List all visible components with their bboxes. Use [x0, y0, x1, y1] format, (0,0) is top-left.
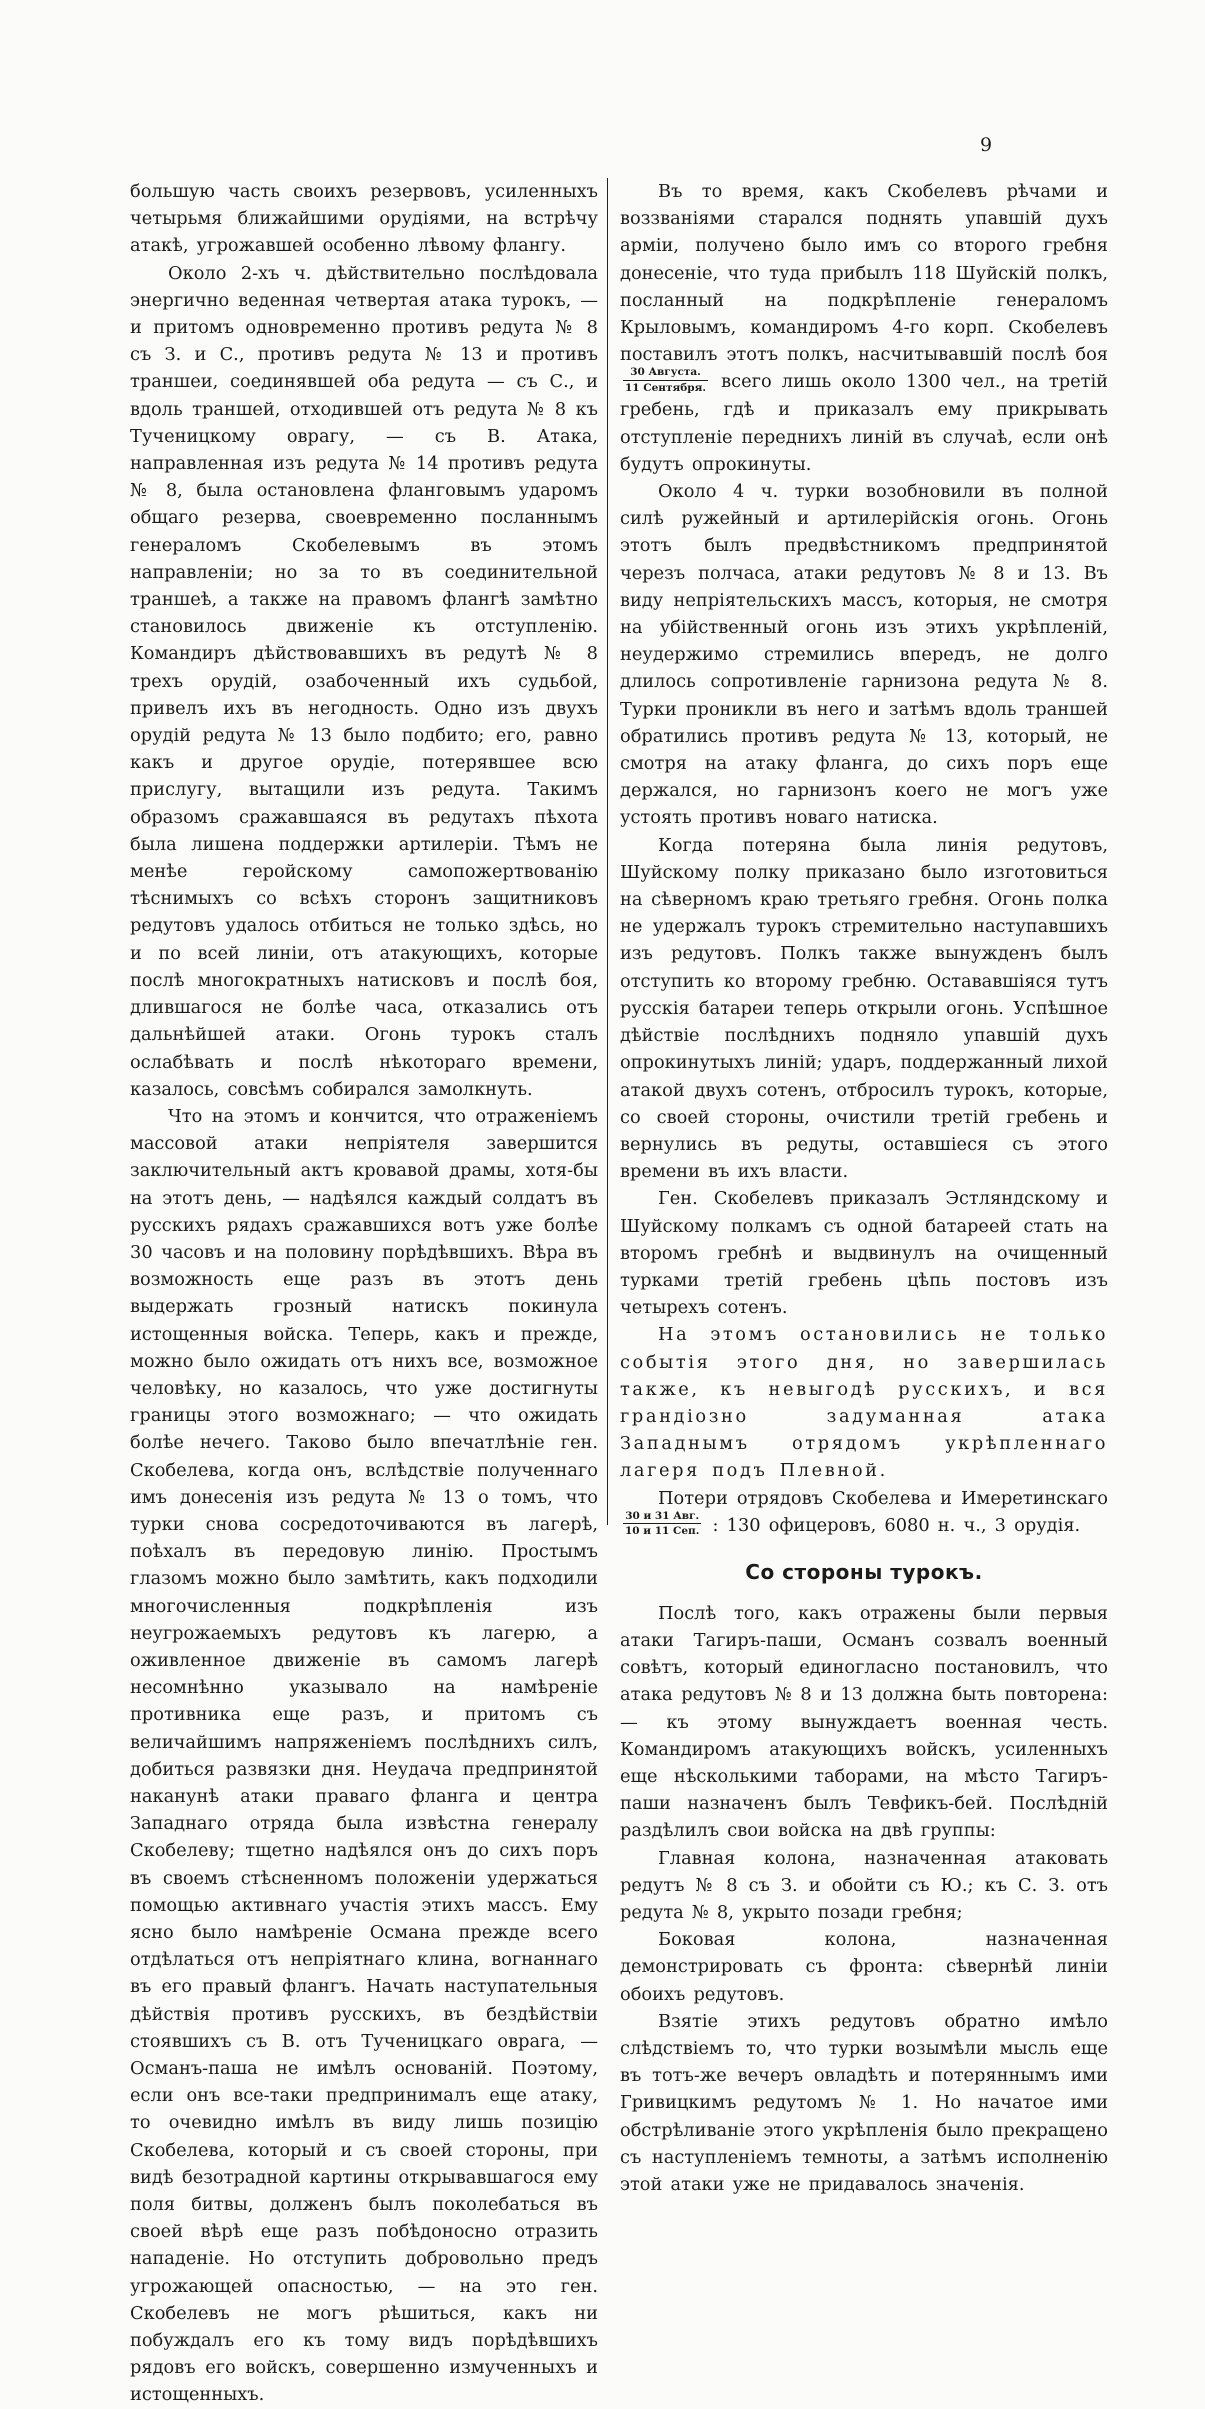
paragraph: Ген. Скобелевъ приказалъ Эстляндскому и Шуйскому полкамъ съ одной батареей стать на второмъ гребнѣ и выдвинулъ на очищенный турками третій гребень цѣпь постовъ изъ четырехъ сотенъ.	[620, 1188, 1108, 1319]
date-fraction	[623, 366, 708, 394]
paragraph: Потери отрядовъ Скобелева и Имеретинскаго $\frac{\text{30 и 31 Авг.}}{\text{10 и 11 Сеп.}}$ : 130 офицеровъ, 6080 н. ч., 3 орудія.	[625, 1487, 1108, 1538]
right-column	[620, 178, 1108, 2198]
paragraph: Около 4 ч. турки возобновили въ полной силѣ ружейный и артилерійскія огонь. Огонь этотъ былъ предвѣстникомъ предпринятой черезъ полчаса, атаки редутовъ № 8 и 13. Въ виду непріятельскихъ массъ, которыя, не смотря на убійственный огонь изъ этихъ укрѣпленій, неудержимо стремились впередъ, не долго длилось сопротивленіе гарнизона редута № 8. Турки проникли въ него и затѣмъ вдоль траншей обратились противъ редута № 13, который, не смотря на атаку фланга, до сихъ поръ еще держался, но гарнизонъ коего не могъ уже устоять противъ новаго натиска.	[620, 481, 1108, 829]
paragraph: Главная колона, назначенная атаковать редутъ № 8 съ З. и обойти съ Ю.; къ С. З. отъ редута № 8, укрыто позади гребня;	[620, 1847, 1108, 1923]
section-heading: Со стороны турокъ.	[745, 1559, 983, 1584]
text-columns	[130, 178, 1108, 2409]
fraction-denominator: 10 и 11 Сеп.	[625, 1525, 700, 1538]
date-fraction	[623, 1510, 701, 1538]
paragraph: Когда потеряна была линія редутовъ, Шуйскому полку приказано было изготовиться на сѣверномъ краю третьяго гребня. Огонь полка не удержалъ турокъ стремительно наступавшихъ изъ редутовъ. Полкъ также вынужденъ былъ отступить ко второму гребню. Остававшіяся тутъ русскія батареи теперь открыли огонь. Успѣшное дѣйствіе послѣднихъ подняло упавшій духъ опрокинутыхъ линій; ударъ, поддержанный лихой атакой двухъ сотенъ, отбросилъ турокъ, которые, со своей стороны, очистили третій гребень и вернулись въ редуты, оставшіеся съ этого времени въ ихъ власти.	[620, 834, 1108, 1183]
paragraph: большую часть своихъ резервовъ, усиленныхъ четырьмя ближайшими орудіями, на встрѣчу атакѣ, угрожавшей особенно лѣвому флангу.	[130, 181, 598, 257]
column-divider-rule	[607, 178, 608, 1525]
fraction-numerator: 30 и 31 Авг.	[623, 1510, 701, 1525]
fraction-numerator: 30 Августа.	[623, 366, 708, 381]
left-column	[130, 178, 598, 2409]
paragraph: Боковая колона, назначенная демонстрировать съ фронта: сѣвернѣй линіи обоихъ редутовъ.	[620, 1929, 1108, 2005]
page-number: 9	[980, 134, 993, 156]
paragraph: Около 2-хъ ч. дѣйствительно послѣдовала энергично веденная четвертая атака турокъ, — и притомъ одновременно противъ редута № 8 съ З. и С., противъ редута № 13 и противъ траншеи, соединявшей оба редута — съ С., и вдоль траншей, отходившей отъ редута № 8 къ Тученицкому оврагу, — съ В. Атака, направленная изъ редута № 14 противъ редута № 8, была остановлена фланговымъ ударомъ общаго резерва, своевременно посланнымъ генераломъ Скобелевымъ въ этомъ направленіи; но за то въ соединительной траншеѣ, а также на правомъ флангѣ замѣтно становилось движеніе къ отступленію. Командиръ дѣйствовавшихъ въ редутѣ № 8 трехъ орудій, озабоченный ихъ судьбой, привелъ ихъ въ негодность. Одно изъ двухъ орудій редута № 13 было подбито; его, равно какъ и другое орудіе, потерявшее всю прислугу, вытащили изъ редута. Такимъ образомъ сражавшаяся въ редутахъ пѣхота была лишена поддержки артилеріи. Тѣмъ не менѣе геройскому самопожертвованію тѣснимыхъ со всѣхъ сторонъ защитниковъ редутовъ удалось отбиться не только здѣсь, но и по всей линіи, отъ атакующихъ, которые послѣ многократныхъ натисковъ и послѣ боя, длившагося не болѣе часа, отказались отъ дальнѣйшей атаки. Огонь турокъ сталъ ослабѣвать и послѣ нѣкотораго времени, казалось, совсѣмъ собирался замолкнуть.	[130, 262, 598, 1100]
paragraph: Въ то время, какъ Скобелевъ рѣчами и воззваніями старался поднять упавшій духъ арміи, получено было имъ со второго гребня донесеніе, что туда прибылъ 118 Шуйскій полкъ, посланный на подкрѣпленіе генераломъ Крыловымъ, командиромъ 4-го корп. Скобелевъ поставилъ этотъ полкъ, насчитывавшій послѣ боя $\frac{\text{30 Августа.}}{\text{11 Сентября.}}$ всего лишь около 1300 чел., на третій гребень, гдѣ и приказалъ ему прикрывать отступленіе переднихъ линій въ случаѣ, если онѣ будутъ опрокинуты.	[620, 181, 1108, 475]
fraction-denominator: 11 Сентября.	[625, 381, 707, 394]
paragraph: На этомъ остановились не только событія этого дня, но завершилась также, къ невыгодѣ русскихъ, и вся грандіозно задуманная атака Западнымъ отрядомъ укрѣпленнаго лагеря подъ Плевной.	[620, 1324, 1108, 1482]
paragraph: Послѣ того, какъ отражены были первыя атаки Тагиръ-паши, Османъ созвалъ военный совѣтъ, который единогласно постановилъ, что атака редутовъ № 8 и 13 должна быть повторена: — къ этому вынуждаетъ военная честь. Командиромъ атакующихъ войскъ, усиленныхъ еще нѣсколькими таборами, на мѣсто Тагиръ-паши назначенъ былъ Тевфикъ-бей. Послѣдній раздѣлилъ свои войска на двѣ группы:	[620, 1602, 1108, 1842]
paragraph: Что на этомъ и кончится, что отраженіемъ массовой атаки непріятеля завершится заключительный актъ кровавой драмы, хотя-бы на этотъ день, — надѣялся каждый солдатъ въ русскихъ рядахъ сражавшихся вотъ уже болѣе 30 часовъ и на половину порѣдѣвшихъ. Вѣра въ возможность еще разъ въ этотъ день выдержать грозный натискъ покинула истощенныя войска. Теперь, какъ и прежде, можно было ожидать отъ нихъ все, возможное человѣку, но казалось, что уже достигнуты границы этого возможнаго; — что ожидать болѣе нечего. Таково было впечатлѣніе ген. Скобелева, когда онъ, вслѣдствіе полученнаго имъ донесенія изъ редута № 13 о томъ, что турки снова сосредоточиваются въ лагерѣ, поѣхалъ въ передовую линію. Простымъ глазомъ можно было замѣтить, какъ подходили многочисленныя подкрѣпленія изъ неугрожаемыхъ редутовъ къ лагерю, а оживленное движеніе въ самомъ лагерѣ несомнѣнно указывало на намѣреніе противника еще разъ, и притомъ съ величайшимъ напряженіемъ послѣднихъ силъ, добиться развязки дня. Неудача предпринятой наканунѣ атаки праваго фланга и центра Западнаго отряда была извѣстна генералу Скобелеву; тщетно надѣялся онъ до сихъ поръ въ своемъ стѣсненномъ положеніи удержаться помощью активнаго участія этихъ массъ. Ему ясно было намѣреніе Османа прежде всего отдѣлаться отъ непріятнаго клина, вогнаннаго въ его правый флангъ. Начать наступательныя дѣйствія противъ русскихъ, въ бездѣйствіи стоявшихъ съ В. отъ Тученицкаго оврага, — Османъ-паша не имѣлъ основаній. Поэтому, если онъ все-таки предпринималъ еще атаку, то очевидно имѣлъ въ виду лишь позицію Скобелева, который и съ своей стороны, при видѣ безотрадной картины открывавшагося ему поля битвы, долженъ былъ поколебаться въ своей вѣрѣ еще разъ побѣдоносно отразить нападеніе. Но отступить добровольно предъ угрожающей опасностью, — на это ген. Скобелевъ не могъ рѣшиться, какъ ни побуждалъ его къ тому видъ порѣдѣвшихъ рядовъ его войскъ, совершенно измученныхъ и истощенныхъ.	[130, 1105, 598, 2406]
paragraph: Взятіе этихъ редутовъ обратно имѣло слѣдствіемъ то, что турки возымѣли мысль еще въ тотъ-же вечеръ овладѣть и потеряннымъ ими Гривицкимъ редутомъ № 1. Но начатое ими обстрѣливаніе этого укрѣпленія было прекращено съ наступленіемъ темноты, а затѣмъ исполненію этой атаки уже не придавалось значенія.	[620, 2010, 1108, 2196]
